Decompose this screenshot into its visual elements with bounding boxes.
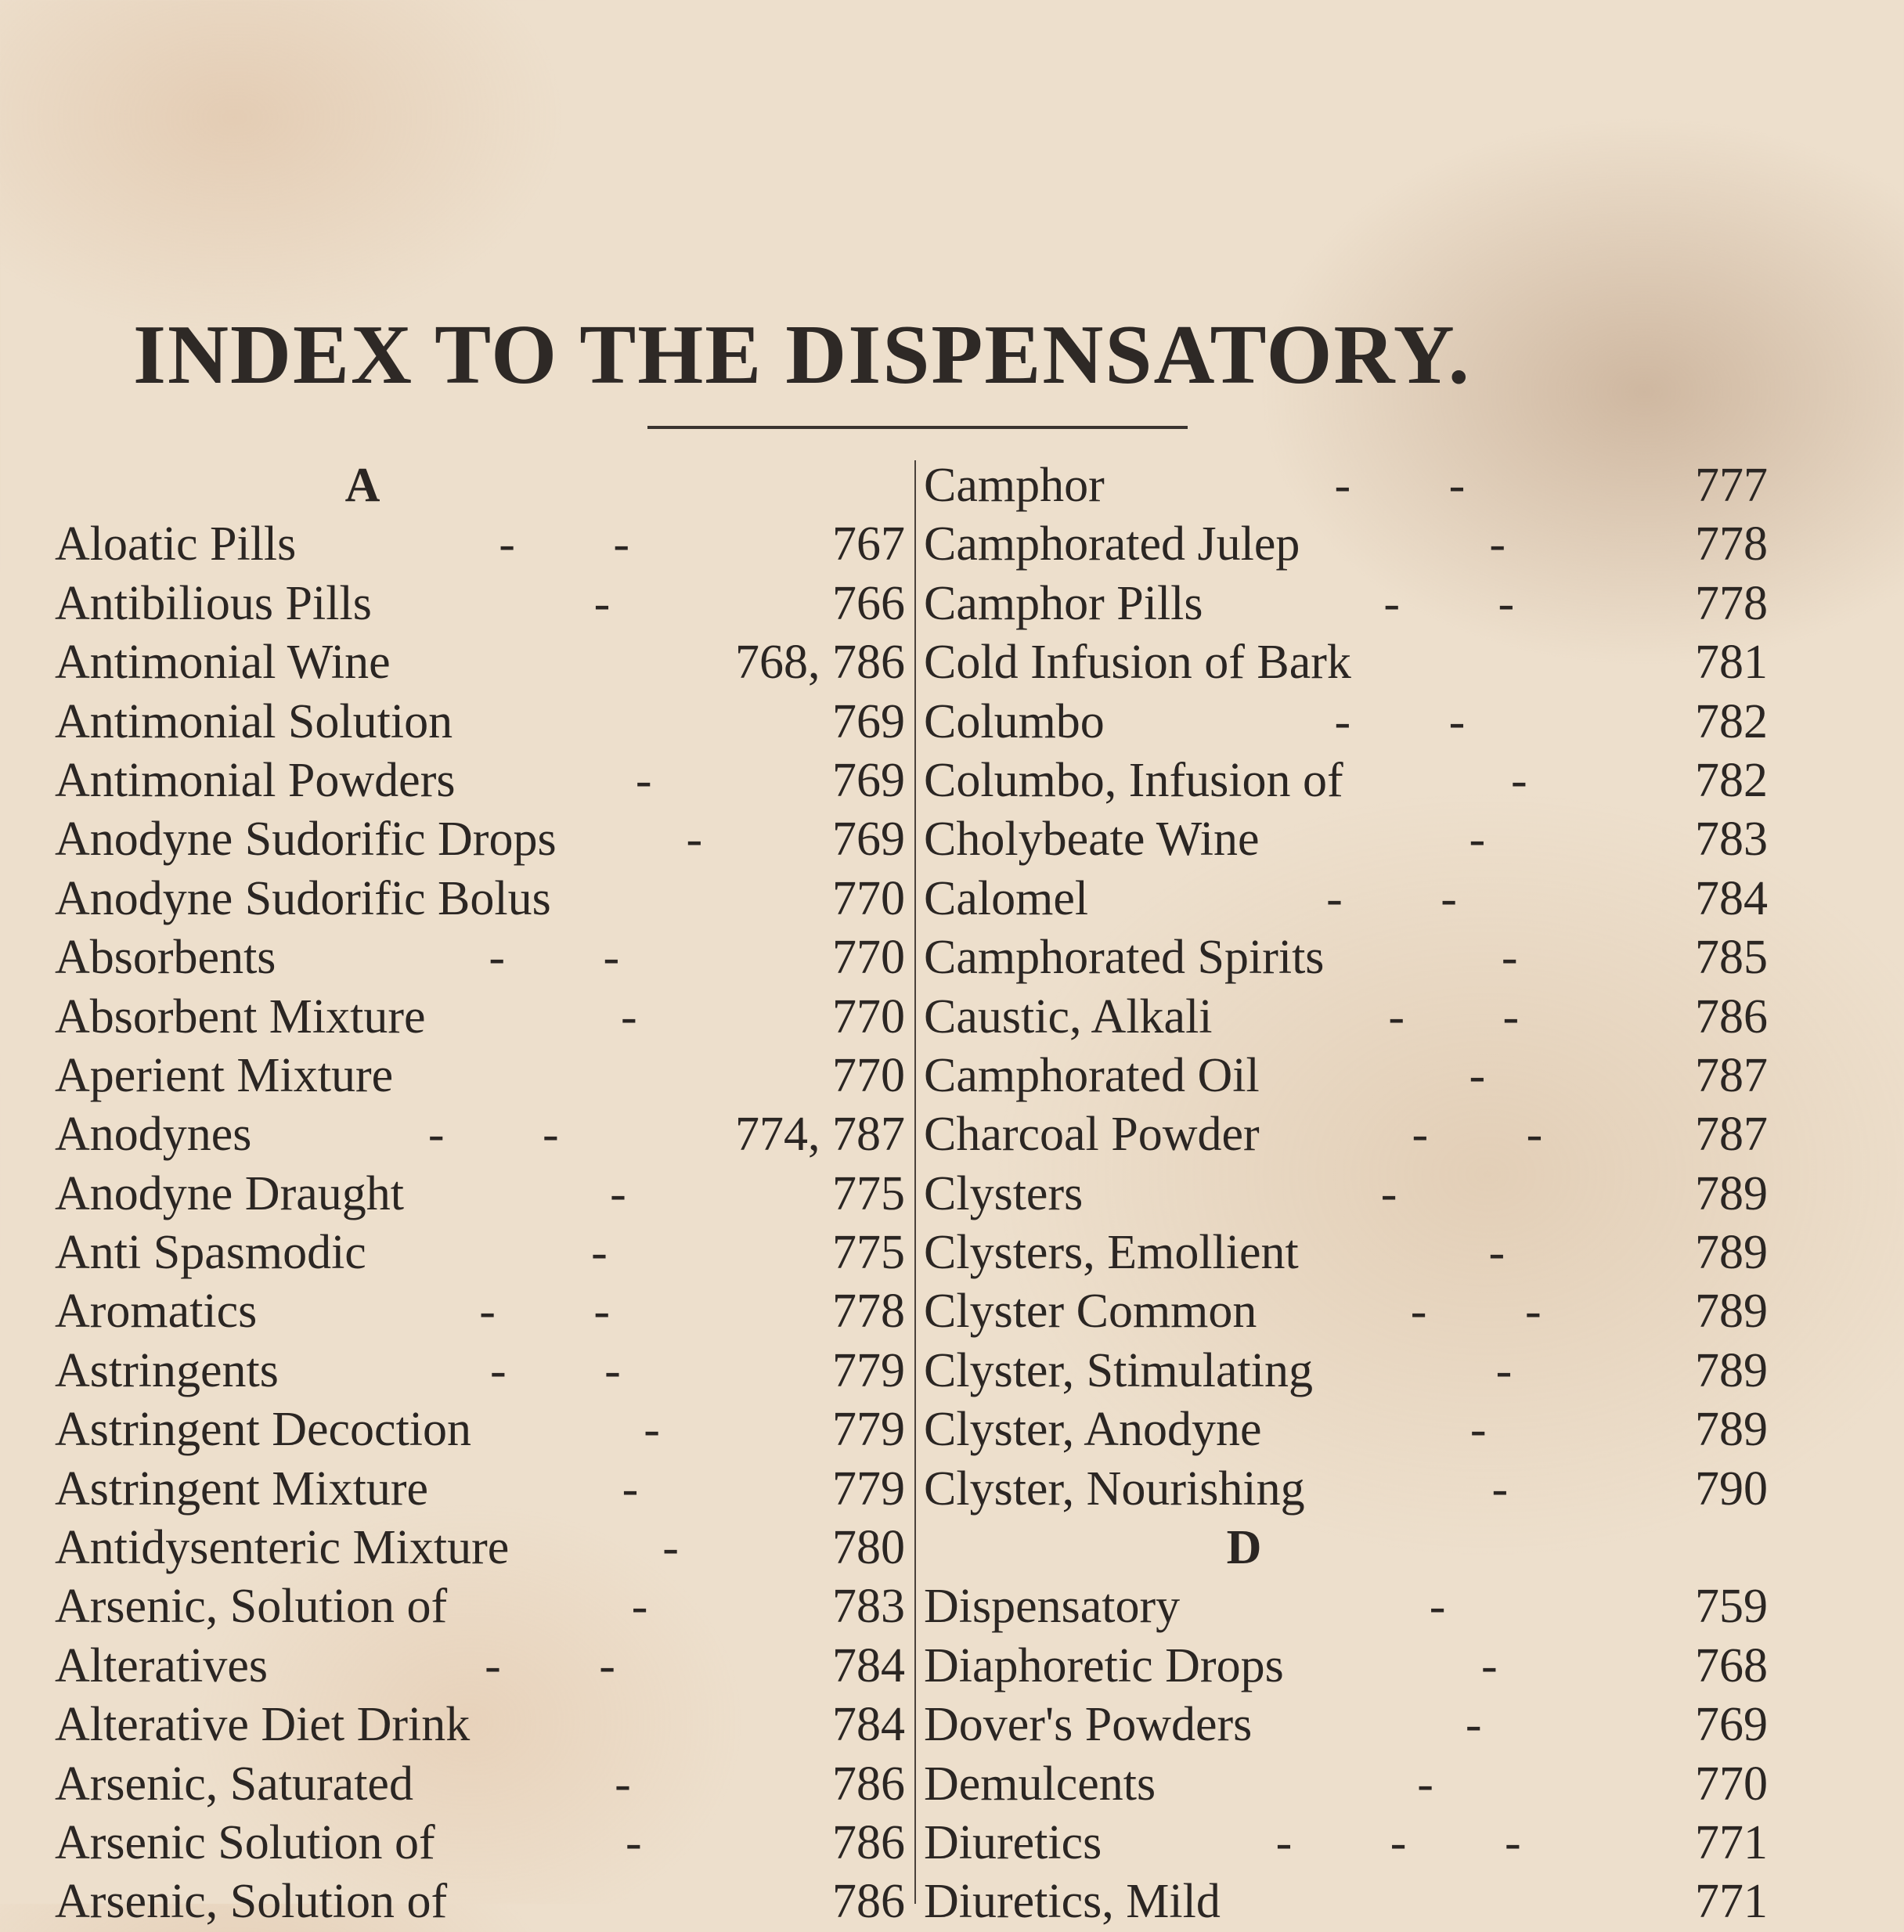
dot-leader: - bbox=[1469, 813, 1486, 867]
index-entry bbox=[55, 1224, 905, 1282]
index-entry bbox=[924, 1637, 1768, 1696]
column-divider bbox=[914, 460, 916, 1904]
dot-leader: - - bbox=[489, 931, 620, 985]
index-entry bbox=[55, 810, 905, 869]
page-number: 769 bbox=[832, 813, 905, 867]
index-entry bbox=[924, 1105, 1768, 1164]
entry-name: Diuretics, Mild bbox=[924, 1875, 1221, 1929]
page-number: 774, 787 bbox=[735, 1108, 905, 1162]
entry-name: Anodyne Sudorific Bolus bbox=[55, 871, 551, 925]
index-entry bbox=[924, 928, 1768, 987]
index-entry bbox=[924, 752, 1768, 810]
dot-leader: - - bbox=[1412, 1108, 1543, 1162]
page-number: 775 bbox=[832, 1226, 905, 1280]
page-number: 759 bbox=[1695, 1580, 1768, 1634]
index-entry bbox=[924, 1224, 1768, 1282]
index-entry bbox=[924, 1342, 1768, 1400]
page-number: 787 bbox=[1695, 1108, 1768, 1162]
entry-name: Camphorated Spirits bbox=[924, 931, 1325, 985]
section-letter: A bbox=[344, 459, 380, 512]
page-number: 789 bbox=[1695, 1226, 1768, 1280]
entry-name: Diuretics bbox=[924, 1815, 1102, 1869]
page-number: 781 bbox=[1695, 636, 1768, 690]
title-underline bbox=[647, 426, 1188, 429]
entry-name: Calomel bbox=[924, 871, 1089, 925]
dot-leader: - bbox=[1501, 931, 1518, 985]
index-entry bbox=[924, 633, 1768, 692]
index-entry bbox=[55, 1165, 905, 1224]
page-number: 770 bbox=[832, 871, 905, 925]
index-column-right bbox=[924, 456, 1768, 1932]
dot-leader: - bbox=[1481, 1638, 1498, 1692]
index-entry bbox=[55, 1519, 905, 1577]
dot-leader: - bbox=[662, 1521, 679, 1575]
page-number: 770 bbox=[832, 931, 905, 985]
dot-leader: - - - bbox=[1275, 1815, 1521, 1869]
index-entry bbox=[55, 1873, 905, 1931]
index-entry bbox=[924, 1577, 1768, 1636]
entry-name: Aromatics bbox=[55, 1285, 258, 1339]
dot-leader: - bbox=[1429, 1580, 1446, 1634]
entry-name: Arsenic, Saturated bbox=[55, 1757, 413, 1811]
dot-leader: - - bbox=[427, 1108, 559, 1162]
page-number: 777 bbox=[1695, 459, 1768, 512]
dot-leader: - bbox=[1469, 1403, 1487, 1457]
entry-name: Aloatic Pills bbox=[55, 517, 297, 571]
index-entry bbox=[924, 1873, 1768, 1931]
entry-name: Dispensatory bbox=[924, 1580, 1181, 1634]
page-number: 782 bbox=[1695, 753, 1768, 807]
index-column-left bbox=[55, 456, 905, 1932]
page-number: 786 bbox=[832, 1815, 905, 1869]
page-number: 779 bbox=[832, 1462, 905, 1516]
dot-leader: - bbox=[631, 1580, 648, 1634]
entry-name: Alterative Diet Drink bbox=[55, 1698, 471, 1752]
page-number: 783 bbox=[832, 1580, 905, 1634]
page-number: 770 bbox=[1695, 1757, 1768, 1811]
dot-leader: - bbox=[625, 1815, 642, 1869]
entry-name: Arsenic, Solution of bbox=[55, 1580, 448, 1634]
index-entry bbox=[55, 515, 905, 574]
page-number: 775 bbox=[832, 1166, 905, 1220]
index-entry bbox=[924, 1755, 1768, 1814]
page-number: 785 bbox=[1695, 931, 1768, 985]
dot-leader: - bbox=[593, 576, 611, 630]
dot-leader: - bbox=[622, 1462, 639, 1516]
dot-leader: - bbox=[1491, 1462, 1509, 1516]
page-title: INDEX TO THE DISPENSATORY. bbox=[133, 308, 1471, 402]
page-number: 779 bbox=[832, 1343, 905, 1397]
section-letter: D bbox=[1226, 1521, 1262, 1575]
entry-name: Diaphoretic Drops bbox=[924, 1638, 1284, 1692]
dot-leader: - bbox=[686, 813, 703, 867]
index-entry bbox=[55, 1047, 905, 1105]
dot-leader: - bbox=[1417, 1757, 1433, 1811]
dot-leader: - - bbox=[1383, 576, 1515, 630]
page-number: 782 bbox=[1695, 694, 1768, 748]
entry-name: Antimonial Solution bbox=[55, 694, 453, 748]
entry-name: Columbo bbox=[924, 694, 1105, 748]
dot-leader: - bbox=[635, 753, 652, 807]
index-entry bbox=[55, 1400, 905, 1459]
entry-name: Alteratives bbox=[55, 1638, 269, 1692]
index-entry bbox=[924, 1696, 1768, 1754]
dot-leader: - - bbox=[1326, 871, 1457, 925]
index-entry bbox=[924, 1282, 1768, 1341]
dot-leader: - bbox=[644, 1403, 660, 1457]
entry-name: Clysters, Emollient bbox=[924, 1226, 1299, 1280]
page-number: 778 bbox=[1695, 576, 1768, 630]
page-number: 786 bbox=[832, 1757, 905, 1811]
page-number: 769 bbox=[832, 753, 905, 807]
index-entry bbox=[924, 988, 1768, 1047]
entry-name: Anti Spasmodic bbox=[55, 1226, 366, 1280]
page-number: 770 bbox=[832, 1048, 905, 1102]
entry-name: Absorbent Mixture bbox=[55, 989, 426, 1043]
page-number: 771 bbox=[1695, 1815, 1768, 1869]
index-entry bbox=[924, 1814, 1768, 1873]
page-number: 789 bbox=[1695, 1403, 1768, 1457]
index-entry bbox=[924, 1400, 1768, 1459]
entry-name: Anodyne Sudorific Drops bbox=[55, 813, 557, 867]
index-entry bbox=[55, 1342, 905, 1400]
entry-name: Columbo, Infusion of bbox=[924, 753, 1343, 807]
page-number: 789 bbox=[1695, 1285, 1768, 1339]
entry-name: Astringents bbox=[55, 1343, 279, 1397]
index-entry bbox=[924, 870, 1768, 928]
dot-leader: - - bbox=[1410, 1285, 1542, 1339]
entry-name: Arsenic, Solution of bbox=[55, 1875, 448, 1929]
entry-name: Absorbents bbox=[55, 931, 276, 985]
dot-leader: - bbox=[1495, 1343, 1513, 1397]
index-entry bbox=[924, 693, 1768, 752]
dot-leader: - - bbox=[490, 1343, 621, 1397]
page-number: 778 bbox=[832, 1285, 905, 1339]
entry-name: Camphor bbox=[924, 459, 1105, 512]
dot-leader: - - bbox=[499, 517, 630, 571]
index-entry bbox=[55, 1696, 905, 1754]
index-entry bbox=[55, 1637, 905, 1696]
entry-name: Dover's Powders bbox=[924, 1698, 1253, 1752]
dot-leader: - bbox=[1469, 1048, 1486, 1102]
page-number: 784 bbox=[1695, 871, 1768, 925]
entry-name: Caustic, Alkali bbox=[924, 989, 1213, 1043]
dot-leader: - bbox=[1488, 1226, 1506, 1280]
entry-name: Antibilious Pills bbox=[55, 576, 372, 630]
entry-name: Clyster Common bbox=[924, 1285, 1257, 1339]
index-entry bbox=[55, 575, 905, 633]
page-number: 771 bbox=[1695, 1875, 1768, 1929]
dot-leader: - bbox=[615, 1757, 631, 1811]
entry-name: Camphorated Oil bbox=[924, 1048, 1260, 1102]
index-entry bbox=[55, 752, 905, 810]
index-entry bbox=[924, 1165, 1768, 1224]
index-entry bbox=[55, 870, 905, 928]
entry-name: Charcoal Powder bbox=[924, 1108, 1260, 1162]
entry-name: Antimonial Wine bbox=[55, 636, 391, 690]
entry-name: Clysters bbox=[924, 1166, 1084, 1220]
entry-name: Arsenic Solution of bbox=[55, 1815, 435, 1869]
dot-leader: - bbox=[1380, 1166, 1397, 1220]
page-number: 766 bbox=[832, 576, 905, 630]
dot-leader: - - bbox=[479, 1285, 611, 1339]
entry-name: Aperient Mixture bbox=[55, 1048, 394, 1102]
page-number: 784 bbox=[832, 1698, 905, 1752]
dot-leader: - bbox=[1510, 753, 1527, 807]
dot-leader: - - bbox=[485, 1638, 615, 1692]
index-entry bbox=[55, 988, 905, 1047]
entry-name: Antidysenteric Mixture bbox=[55, 1521, 510, 1575]
entry-name: Cold Infusion of Bark bbox=[924, 636, 1351, 690]
entry-name: Camphorated Julep bbox=[924, 517, 1300, 571]
page-number: 769 bbox=[832, 694, 905, 748]
page-number: 780 bbox=[832, 1521, 905, 1575]
index-entry bbox=[924, 456, 1768, 515]
index-entry bbox=[924, 515, 1768, 574]
dot-leader: - - bbox=[1334, 694, 1466, 748]
entry-name: Cholybeate Wine bbox=[924, 813, 1260, 867]
index-entry bbox=[924, 575, 1768, 633]
entry-name: Camphor Pills bbox=[924, 576, 1203, 630]
page-number: 789 bbox=[1695, 1166, 1768, 1220]
page-number: 786 bbox=[1695, 989, 1768, 1043]
page-number: 768 bbox=[1695, 1638, 1768, 1692]
dot-leader: - bbox=[620, 989, 637, 1043]
index-entry bbox=[55, 1577, 905, 1636]
dot-leader: - bbox=[610, 1166, 626, 1220]
page-number: 784 bbox=[832, 1638, 905, 1692]
entry-name: Clyster, Nourishing bbox=[924, 1462, 1305, 1516]
entry-name: Astringent Mixture bbox=[55, 1462, 428, 1516]
index-entry bbox=[924, 810, 1768, 869]
entry-name: Anodyne Draught bbox=[55, 1166, 404, 1220]
index-entry bbox=[55, 928, 905, 987]
index-entry bbox=[55, 1460, 905, 1519]
index-entry bbox=[55, 633, 905, 692]
page-number: 779 bbox=[832, 1403, 905, 1457]
page-number: 789 bbox=[1695, 1343, 1768, 1397]
entry-name: Astringent Decoction bbox=[55, 1403, 472, 1457]
index-entry bbox=[55, 1282, 905, 1341]
page-number: 767 bbox=[832, 517, 905, 571]
page-number: 769 bbox=[1695, 1698, 1768, 1752]
entry-name: Clyster, Stimulating bbox=[924, 1343, 1313, 1397]
entry-name: Antimonial Powders bbox=[55, 753, 456, 807]
page-number: 770 bbox=[832, 989, 905, 1043]
index-entry bbox=[55, 1814, 905, 1873]
page-number: 786 bbox=[832, 1875, 905, 1929]
entry-name: Clyster, Anodyne bbox=[924, 1403, 1262, 1457]
page-number: 768, 786 bbox=[735, 636, 905, 690]
dot-leader: - bbox=[1489, 517, 1506, 571]
index-entry bbox=[924, 1047, 1768, 1105]
index-entry bbox=[55, 1755, 905, 1814]
page-number: 783 bbox=[1695, 813, 1768, 867]
index-entry bbox=[924, 1460, 1768, 1519]
index-entry bbox=[55, 1105, 905, 1164]
dot-leader: - bbox=[591, 1226, 608, 1280]
dot-leader: - bbox=[1465, 1698, 1482, 1752]
entry-name: Demulcents bbox=[924, 1757, 1156, 1811]
entry-name: Anodynes bbox=[55, 1108, 252, 1162]
page-number: 778 bbox=[1695, 517, 1768, 571]
page-number: 787 bbox=[1695, 1048, 1768, 1102]
page-number: 790 bbox=[1695, 1462, 1768, 1516]
dot-leader: - - bbox=[1388, 989, 1520, 1043]
index-entry bbox=[55, 693, 905, 752]
dot-leader: - - bbox=[1334, 459, 1466, 512]
